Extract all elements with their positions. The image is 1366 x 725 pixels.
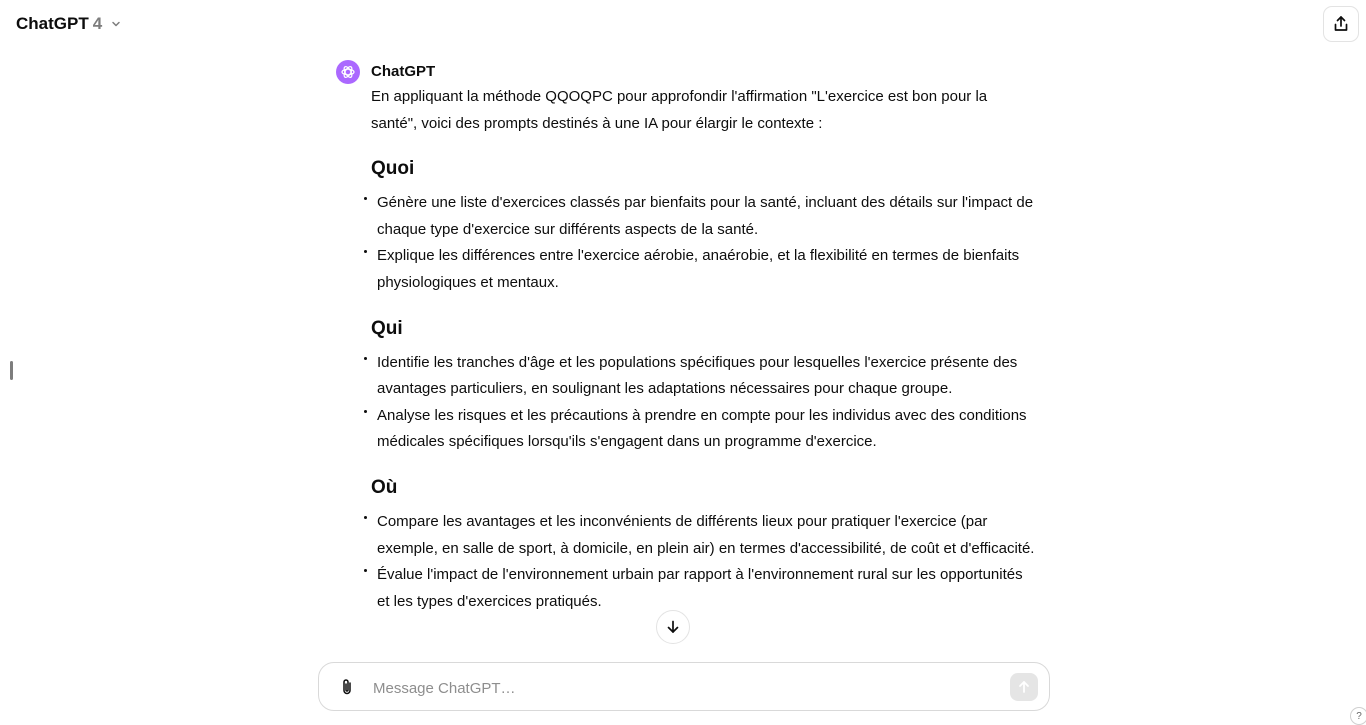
message-input[interactable] xyxy=(371,674,995,702)
model-selector[interactable] xyxy=(16,14,122,34)
model-version: 4 xyxy=(92,14,103,33)
conversation-thread xyxy=(336,60,1036,658)
message-intro: En appliquant la méthode QQOQPC pour approfondir l'affirmation "L'exercice est bon pour la santé", voici des prompts destinés à une IA pour élargir le contexte : xyxy=(371,88,988,132)
section-heading: Quoi xyxy=(371,158,415,180)
section-heading: Où xyxy=(371,476,398,498)
chevron-down-icon xyxy=(110,18,122,30)
list-item: Explique les différences entre l'exercice aérobie, anaérobie, et la flexibilité en termes de bienfaits physiologiques et mentaux. xyxy=(371,243,1036,296)
assistant-avatar xyxy=(336,60,360,84)
list-item: Compare les avantages et les inconvénients de différents lieux pour pratiquer l'exercice (par exemple, en salle de sport, à domicile, en plein air) en termes d'accessibilité, de coût et d'efficacité. xyxy=(371,509,1036,562)
list-item: Analyse les risques et les précautions à prendre en compte pour les individus avec des conditions médicales spécifiques lorsqu'ils s'engagent dans un programme d'exercice. xyxy=(371,403,1036,456)
list-item: Génère une liste d'exercices classés par bienfaits pour la santé, incluant des détails sur l'impact de chaque type d'exercice sur différents aspects de la santé. xyxy=(371,190,1036,243)
send-button[interactable] xyxy=(1010,673,1038,701)
section-qui xyxy=(371,316,1036,456)
openai-logo-icon xyxy=(340,64,356,80)
message-author: ChatGPT xyxy=(371,63,436,80)
assistant-message xyxy=(371,62,1036,615)
paperclip-icon[interactable] xyxy=(337,677,357,697)
bullet-list xyxy=(371,190,1036,296)
section-ou xyxy=(371,475,1036,615)
list-item: Évalue l'impact de l'environnement urbain par rapport à l'environnement rural sur les opportunités et les types d'exercices pratiqués. xyxy=(371,562,1036,615)
sidebar-toggle-handle[interactable] xyxy=(10,361,13,380)
bullet-list xyxy=(371,509,1036,615)
bullet-list xyxy=(371,350,1036,456)
share-icon xyxy=(1332,15,1350,33)
top-bar xyxy=(0,0,1366,50)
share-button[interactable] xyxy=(1323,6,1359,42)
arrow-down-icon xyxy=(665,619,681,635)
arrow-up-icon xyxy=(1017,680,1031,694)
help-button[interactable]: ? xyxy=(1350,707,1366,725)
scroll-to-bottom-button[interactable] xyxy=(656,610,690,644)
section-quoi xyxy=(371,156,1036,296)
model-name: ChatGPT xyxy=(16,14,89,33)
section-heading: Qui xyxy=(371,317,403,339)
list-item: Identifie les tranches d'âge et les populations spécifiques pour lesquelles l'exercice présente des avantages particuliers, en soulignant les adaptations nécessaires pour chaque groupe. xyxy=(371,350,1036,403)
message-composer xyxy=(318,662,1050,711)
